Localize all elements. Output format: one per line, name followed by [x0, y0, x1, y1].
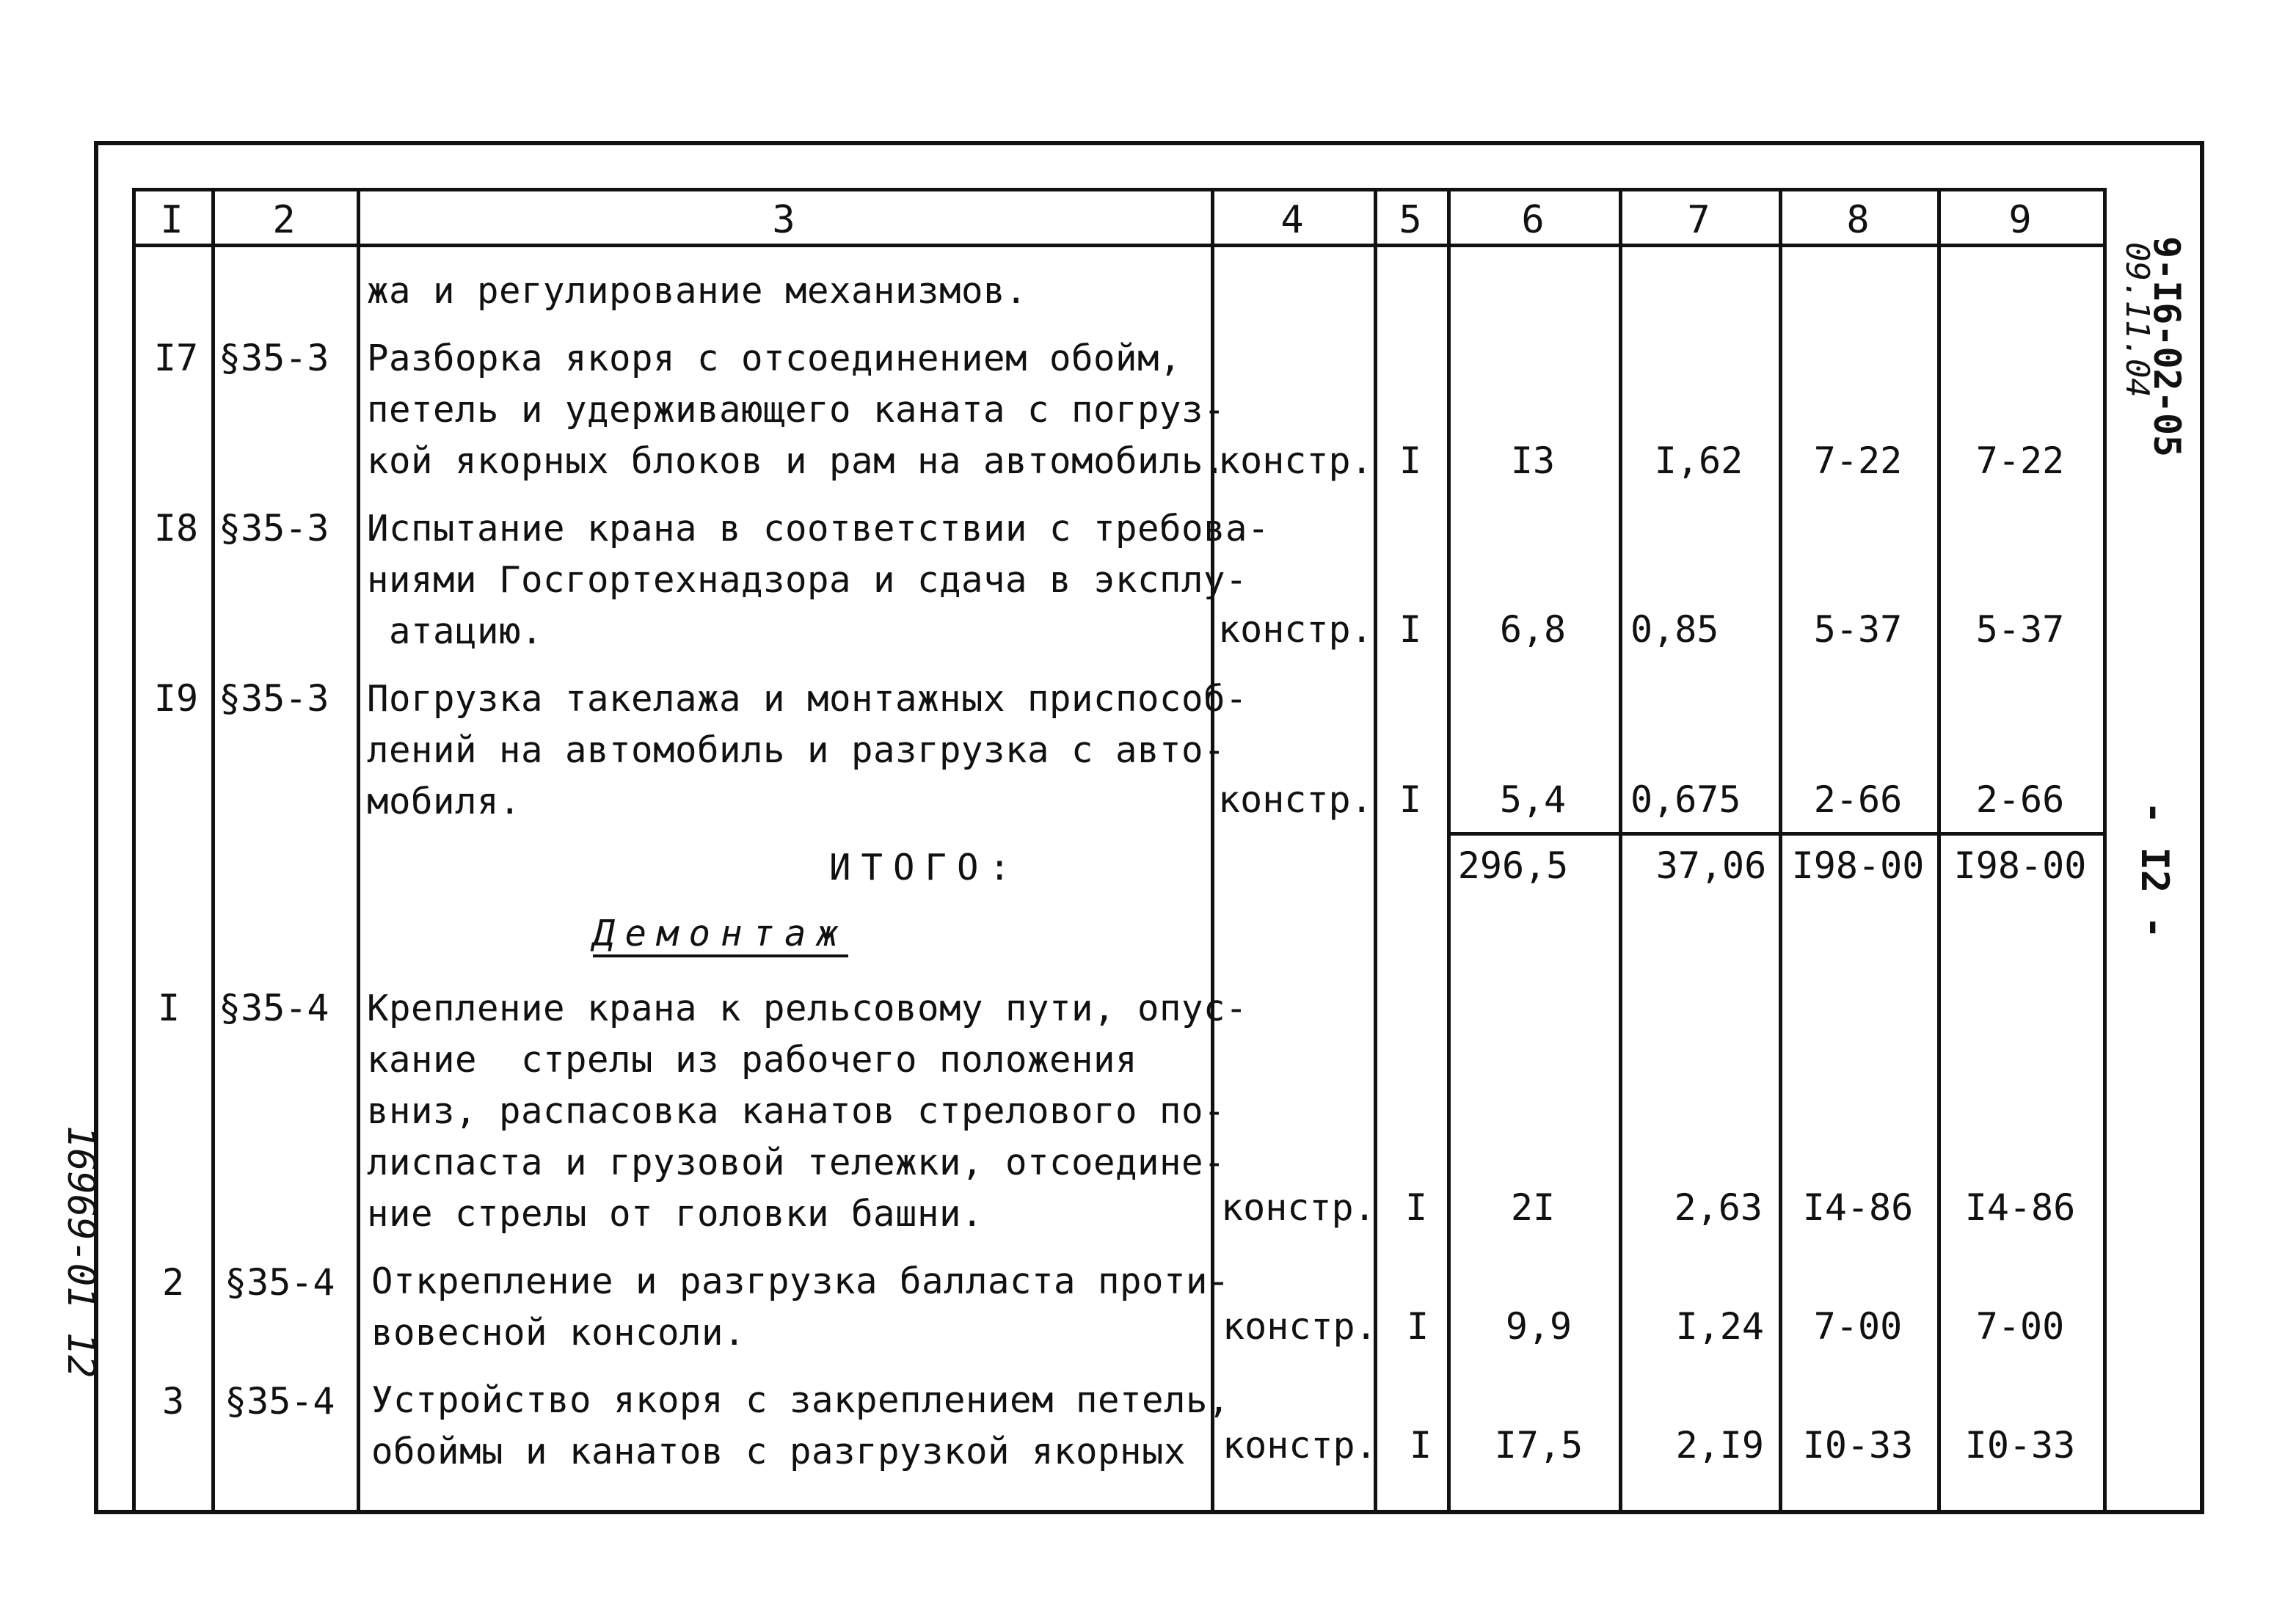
dem-row-3-text-2: обоймы и канатов с разгрузкой якорных — [371, 1431, 1187, 1472]
header-col-3: 3 — [772, 198, 795, 242]
total-col8: I98-00 — [1791, 844, 1925, 887]
row-19-text-1: Погрузка такелажа и монтажных приспособ- — [367, 678, 1248, 720]
dem-row-1-text-5: ние стрелы от головки башни. — [367, 1193, 984, 1235]
dem-row-1-col9: I4-86 — [1964, 1186, 2076, 1229]
dem-row-1-ref: §35-4 — [219, 987, 329, 1029]
dem-row-3-col9: I0-33 — [1964, 1424, 2076, 1467]
row-19-unit: констр. — [1218, 778, 1373, 821]
dem-row-2-text-2: вовесной консоли. — [371, 1312, 746, 1354]
row-17-text-3: кой якорных блоков и рам на автомобиль. — [367, 440, 1226, 482]
row-17-col7: I,62 — [1654, 439, 1743, 482]
page-number: - I2 - — [2132, 801, 2176, 939]
table-top-line — [132, 188, 2104, 191]
dem-row-1-col8: I4-86 — [1802, 1186, 1914, 1229]
row-18-col9: 5-37 — [1975, 608, 2065, 651]
dem-row-1-number: I — [157, 987, 181, 1029]
header-col-2: 2 — [272, 198, 296, 242]
dem-row-2-unit: констр. — [1222, 1305, 1377, 1348]
row-17-number: I7 — [153, 337, 199, 379]
doc-date: 09.11.04 — [2118, 242, 2156, 398]
row-18-col6: 6,8 — [1499, 608, 1567, 651]
section-title: Демонтаж — [593, 913, 849, 954]
total-col6: 296,5 — [1457, 844, 1569, 887]
dem-row-3-ref: §35-4 — [225, 1380, 335, 1423]
total-col7: 37,06 — [1655, 844, 1767, 887]
row-19-number: I9 — [153, 677, 199, 720]
total-col9: I98-00 — [1953, 844, 2087, 887]
row-17-ref: §35-3 — [219, 337, 329, 379]
total-label: ИТОГО: — [829, 847, 1021, 888]
dem-row-1-unit: констр. — [1221, 1186, 1376, 1229]
dem-row-1-col6: 2I — [1510, 1186, 1556, 1229]
row-19-col9: 2-66 — [1975, 778, 2065, 821]
dem-row-1-text-4: лиспаста и грузовой тележки, отсоедине- — [367, 1142, 1226, 1183]
row-18-ref: §35-3 — [219, 507, 329, 549]
dem-row-3-col6: I7,5 — [1494, 1424, 1583, 1467]
row-18-unit: констр. — [1218, 608, 1373, 651]
row-18-col7: 0,85 — [1630, 608, 1719, 651]
row-19-qty: I — [1399, 778, 1422, 821]
row-18-number: I8 — [153, 507, 199, 549]
dem-row-3-qty: I — [1409, 1424, 1432, 1467]
dem-row-1-text-2: кание стрелы из рабочего положения — [367, 1039, 1138, 1081]
dem-row-1-col7: 2,63 — [1674, 1186, 1763, 1229]
header-bottom-line — [132, 244, 2104, 247]
doc-code: 9-I6-02-05 — [2146, 236, 2188, 458]
dem-row-2-qty: I — [1406, 1305, 1429, 1348]
row-19-col7: 0,675 — [1630, 778, 1741, 821]
dem-row-2-text-1: Открепление и разгрузка балласта проти- — [371, 1260, 1231, 1302]
row-18-col8: 5-37 — [1813, 608, 1903, 651]
row-18-text-1: Испытание крана в соответствии с требова- — [367, 508, 1270, 549]
row-17-col9: 7-22 — [1975, 439, 2065, 482]
col-border-0 — [132, 188, 136, 1514]
dem-row-2-col8: 7-00 — [1813, 1305, 1903, 1348]
header-col-8: 8 — [1846, 198, 1870, 242]
header-col-4: 4 — [1280, 198, 1304, 242]
row-19-text-3: мобиля. — [367, 781, 522, 822]
dem-row-1-text-3: вниз, распасовка канатов стрелового по- — [367, 1090, 1226, 1132]
dem-row-2-col6: 9,9 — [1505, 1305, 1572, 1348]
dem-row-1-qty: I — [1404, 1186, 1428, 1229]
header-col-9: 9 — [2008, 198, 2032, 242]
row-19-col6: 5,4 — [1499, 778, 1567, 821]
total-line — [1447, 832, 2104, 836]
header-col-1: I — [160, 198, 183, 242]
dem-row-2-col9: 7-00 — [1975, 1305, 2065, 1348]
dem-row-3-col8: I0-33 — [1802, 1424, 1914, 1467]
header-col-6: 6 — [1521, 198, 1545, 242]
row-17-text-2: петель и удерживающего каната с погруз- — [367, 389, 1226, 431]
header-col-5: 5 — [1399, 198, 1422, 242]
row-17-col6: I3 — [1510, 439, 1556, 482]
left-stamp: 16969-01 12 — [59, 1125, 103, 1379]
row-17-unit: констр. — [1218, 439, 1373, 482]
row-17-text-1: Разборка якоря с отсоединением обойм, — [367, 337, 1182, 379]
row-18-qty: I — [1399, 608, 1422, 651]
dem-row-3-text-1: Устройство якоря с закреплением петель, — [371, 1379, 1231, 1421]
row-19-text-2: лений на автомобиль и разгрузка с авто- — [367, 729, 1226, 771]
dem-row-3-number: 3 — [161, 1380, 185, 1423]
row-18-text-2: ниями Госгортехнадзора и сдача в эксплу- — [367, 559, 1248, 601]
continuation-text: жа и регулирование механизмов. — [367, 270, 1028, 312]
row-17-col8: 7-22 — [1813, 439, 1903, 482]
col-border-9 — [2103, 188, 2107, 1514]
dem-row-2-ref: §35-4 — [225, 1261, 335, 1304]
col-border-1 — [211, 188, 215, 1514]
row-17-qty: I — [1399, 439, 1422, 482]
row-19-ref: §35-3 — [219, 677, 329, 720]
col-border-2 — [357, 188, 360, 1514]
dem-row-2-col7: I,24 — [1675, 1305, 1764, 1348]
dem-row-1-text-1: Крепление крана к рельсовому пути, опус- — [367, 987, 1248, 1029]
dem-row-2-number: 2 — [161, 1261, 185, 1304]
header-col-7: 7 — [1687, 198, 1710, 242]
dem-row-3-unit: констр. — [1222, 1424, 1377, 1467]
dem-row-3-col7: 2,I9 — [1675, 1424, 1764, 1467]
row-19-col8: 2-66 — [1813, 778, 1903, 821]
row-18-text-3: атацию. — [367, 610, 544, 652]
